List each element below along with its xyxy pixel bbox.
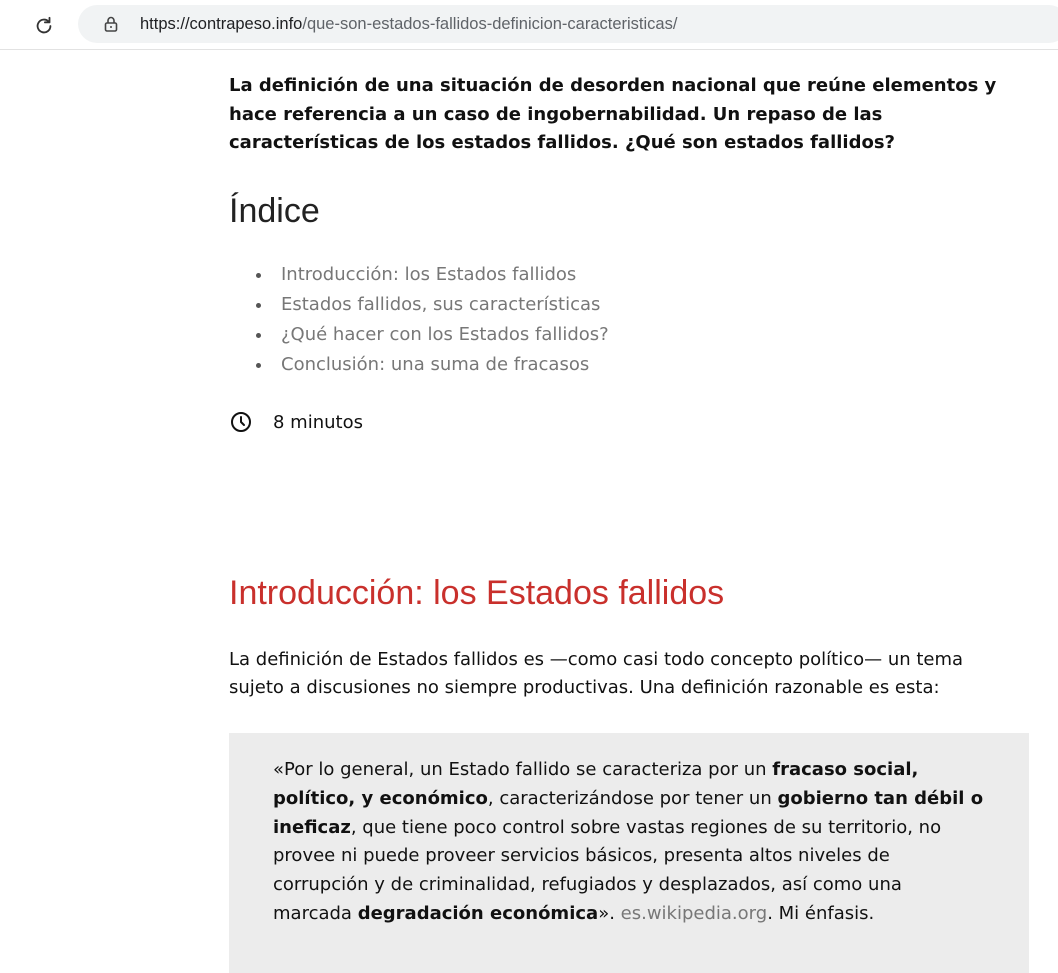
quote-source-link[interactable]: es.wikipedia.org: [620, 902, 768, 924]
quote-text-5: . Mi énfasis.: [767, 902, 875, 924]
url-path: /que-son-estados-fallidos-definicion-caracteristicas/: [302, 15, 678, 33]
quote-text-4: ».: [598, 902, 621, 924]
toc-link-caracteristicas[interactable]: Estados fallidos, sus características: [229, 290, 609, 320]
lock-icon[interactable]: [102, 15, 120, 33]
reading-time-label: 8 minutos: [273, 411, 363, 433]
url-host: https://contrapeso.info: [140, 15, 303, 33]
definition-quote: [229, 733, 1029, 973]
address-url[interactable]: [140, 15, 677, 34]
section-title: Introducción: los Estados fallidos: [229, 574, 725, 612]
quote-emphasis-3: degradación económica: [357, 902, 599, 924]
table-of-contents: [229, 260, 609, 380]
intro-paragraph: La definición de Estados fallidos es —como casi todo concepto político— un tema sujeto a discusiones no siempre productivas. Una definición razonable es esta:: [229, 649, 964, 698]
reading-time: [229, 410, 363, 434]
quote-text-2: , caracterizándose por tener un: [487, 787, 778, 809]
toc-link-conclusion[interactable]: Conclusión: una suma de fracasos: [229, 350, 609, 380]
quote-emphasis-2: gobierno tan débil o ineficaz: [273, 787, 984, 838]
toc-link-que-hacer[interactable]: ¿Qué hacer con los Estados fallidos?: [229, 320, 609, 350]
quote-text-1: «Por lo general, un Estado fallido se caracteriza por un: [273, 759, 773, 780]
quote-text-3: , que tiene poco control sobre vastas regiones de su territorio, no provee ni puede proveer servicios básicos, presenta altos niveles de corrupción y de criminalidad, refugiados y desplazados, así como una marcada: [273, 816, 942, 924]
clock-icon: [229, 410, 253, 434]
quote-emphasis-1: fracaso social, político, y económico: [273, 759, 919, 809]
browser-toolbar: [0, 0, 1058, 50]
toc-link-introduccion[interactable]: Introducción: los Estados fallidos: [229, 260, 609, 290]
article-lead: La definición de una situación de desorden nacional que reúne elementos y hace referencia a un caso de ingobernabilidad. Un repaso de las características de los estados fallidos. ¿Qué son estados fallidos?: [229, 75, 997, 153]
index-title: Índice: [229, 192, 320, 230]
address-bar[interactable]: [78, 5, 1058, 43]
reload-icon[interactable]: [32, 14, 56, 38]
